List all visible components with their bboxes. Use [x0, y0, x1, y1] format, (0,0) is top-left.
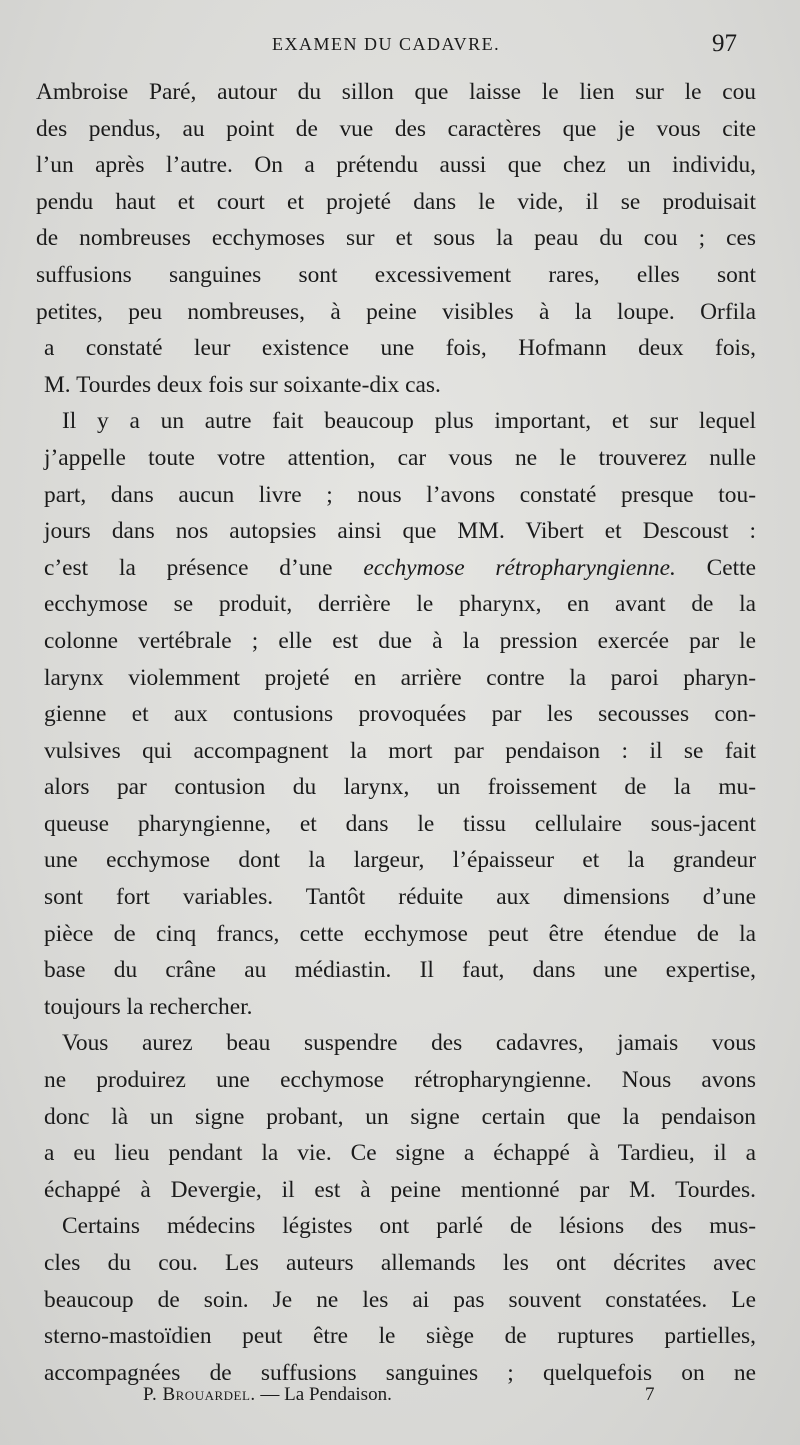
text-line: toujours la rechercher. [44, 993, 253, 1020]
text-line: jours dans nos autopsies ainsi que MM. Vibert et Descoust : [44, 518, 756, 545]
text-line-with-emphasis [36, 550, 756, 587]
text-line: vulsives qui accompagnent la mort par pendaison : il se fait [44, 737, 756, 764]
footer-separator: — [260, 1384, 280, 1405]
body-text [36, 74, 756, 1391]
text-line: ecchymose se produit, derrière le pharynx, en avant de la [44, 591, 756, 618]
text-line: échappé à Devergie, il est à peine mentionné par M. Tourdes. [44, 1176, 756, 1203]
text-line: base du crâne au médiastin. Il faut, dans une expertise, [44, 957, 756, 984]
page-header [0, 30, 800, 64]
text-line: a eu lieu pendant la vie. Ce signe a échappé à Tardieu, il a [44, 1140, 756, 1167]
line-start: c’est la présence d’une [44, 554, 333, 581]
emphasis-phrase: ecchymose rétropharyngienne. [363, 554, 676, 581]
text-line: beaucoup de soin. Je ne les ai pas souvent constatées. Le [44, 1286, 756, 1313]
footer-credit [143, 1384, 392, 1406]
running-title: EXAMEN DU CADAVRE. [272, 34, 501, 54]
text-line: queuse pharyngienne, et dans le tissu cellulaire sous-jacent [44, 810, 756, 837]
page-footer [0, 1384, 800, 1414]
text-line: suffusions sanguines sont excessivement rares, elles sont [36, 261, 756, 288]
text-line: pendu haut et court et projeté dans le vide, il se produisait [36, 188, 756, 215]
footer-author: P. Brouardel. [143, 1384, 256, 1405]
text-line: M. Tourdes deux fois sur soixante-dix cas. [44, 371, 441, 398]
text-line: Ambroise Paré, autour du sillon que laisse le lien sur le cou [36, 79, 756, 105]
text-line: donc là un signe probant, un signe certain que la pendaison [44, 1103, 756, 1130]
text-line: cles du cou. Les auteurs allemands les ont décrites avec [44, 1250, 756, 1276]
text-line: des pendus, au point de vue des caractères que je vous cite [36, 115, 756, 142]
text-line: alors par contusion du larynx, un froissement de la mu- [44, 774, 756, 801]
text-line: accompagnées de suffusions sanguines ; quelquefois on ne [44, 1359, 756, 1386]
footer-title: La Pendaison. [284, 1384, 392, 1405]
text-line: une ecchymose dont la largeur, l’épaisseur et la grandeur [44, 847, 756, 874]
text-line: Il y a un autre fait beaucoup plus important, et sur lequel [62, 408, 756, 435]
text-line: Certains médecins légistes ont parlé de lésions des mus- [62, 1213, 756, 1240]
text-line: ne produirez une ecchymose rétropharyngienne. Nous avons [44, 1067, 756, 1094]
text-line: part, dans aucun livre ; nous l’avons constaté presque tou- [44, 481, 756, 508]
text-line: sont fort variables. Tantôt réduite aux dimensions d’une [44, 884, 756, 911]
text-line: colonne vertébrale ; elle est due à la pression exercée par le [44, 627, 756, 654]
text-line: larynx violemment projeté en arrière contre la paroi pharyn- [44, 664, 756, 691]
text-line: Vous aurez beau suspendre des cadavres, jamais vous [62, 1030, 756, 1057]
text-line: pièce de cinq francs, cette ecchymose peut être étendue de la [44, 920, 756, 947]
text-line: de nombreuses ecchymoses sur et sous la peau du cou ; ces [36, 225, 756, 252]
page-number: 97 [712, 30, 737, 57]
text-line: j’appelle toute votre attention, car vous ne le trouverez nulle [44, 444, 756, 471]
signature-mark: 7 [645, 1384, 655, 1405]
line-end: Cette [706, 554, 756, 581]
text-line: sterno-mastoïdien peut être le siège de ruptures partielles, [44, 1323, 756, 1350]
text-line: petites, peu nombreuses, à peine visibles à la loupe. Orfila [36, 298, 756, 325]
text-line: l’un après l’autre. On a prétendu aussi que chez un individu, [36, 152, 756, 179]
text-line: a constaté leur existence une fois, Hofmann deux fois, [44, 335, 756, 362]
text-line: gienne et aux contusions provoquées par les secousses con- [44, 701, 756, 728]
